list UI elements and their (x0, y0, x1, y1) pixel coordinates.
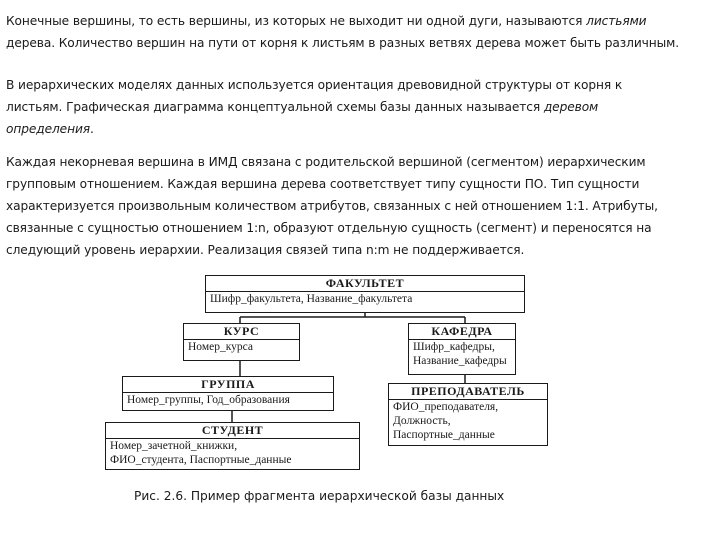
text-run: . (90, 122, 94, 136)
italic-term: деревом (543, 100, 599, 114)
text-run: листьям. Графическая диаграмма концептуальной схемы базы данных называется (6, 100, 544, 114)
entity-group-attr: Номер_группы, Год_образования (127, 394, 290, 406)
text-line (6, 239, 718, 261)
entity-course (183, 323, 300, 361)
paragraph-definition-tree (6, 74, 718, 140)
entity-student-attr: ФИО_студента, Паспортные_данные (110, 454, 292, 466)
entity-course-name: КУРС (184, 324, 299, 340)
entity-student-attr: Номер_зачетной_книжки, (110, 440, 238, 452)
text-run: Конечные вершины, то есть вершины, из которых не выходит ни одной дуги, называются (6, 14, 587, 28)
text-run: В иерархических моделях данных используется ориентация древовидной структуры от корня к (6, 78, 623, 92)
entity-department-attr: Шифр_кафедры, (413, 341, 495, 353)
entity-teacher-name: ПРЕПОДАВАТЕЛЬ (389, 384, 547, 400)
entity-department (408, 323, 516, 375)
entity-group-name: ГРУППА (123, 377, 333, 393)
entity-course-attr: Номер_курса (188, 341, 253, 353)
entity-teacher-attr: Паспортные_данные (393, 429, 495, 441)
entity-student (105, 422, 360, 470)
figure-caption: Рис. 2.6. Пример фрагмента иерархической базы данных (134, 489, 505, 503)
text-run: характеризуется произвольным количеством атрибутов, связанных с ней отношением 1:1. Атрибуты, (6, 199, 658, 213)
text-line (6, 195, 718, 217)
text-line (6, 173, 718, 195)
entity-group (122, 376, 334, 411)
text-line (6, 217, 718, 239)
entity-teacher-attr: Должность, (393, 415, 451, 427)
entity-faculty-name: ФАКУЛЬТЕТ (206, 276, 524, 292)
entity-student-name: СТУДЕНТ (106, 423, 359, 439)
entity-teacher (388, 383, 548, 446)
text-line (6, 151, 718, 173)
entity-department-attr: Название_кафедры (413, 355, 507, 367)
entity-department-name: КАФЕДРА (409, 324, 515, 340)
entity-faculty-attr: Шифр_факультета, Название_факультета (210, 293, 413, 305)
text-line (6, 74, 718, 96)
text-line (6, 10, 718, 32)
text-line (6, 32, 718, 54)
entity-teacher-attr: ФИО_преподавателя, (393, 401, 499, 413)
entity-faculty (205, 275, 525, 313)
text-run: Каждая некорневая вершина в ИМД связана с родительской вершиной (сегментом) иерархическим (6, 155, 646, 169)
text-line (6, 96, 718, 118)
paragraph-leaves-definition (6, 10, 718, 54)
paragraph-hierarchical-relations (6, 151, 718, 261)
text-line (6, 118, 718, 140)
italic-term: определения (6, 122, 90, 136)
text-run: дерева. Количество вершин на пути от корня к листьям в разных ветвях дерева может быть различным. (6, 36, 680, 50)
text-run: связанные с сущностью отношением 1:n, образуют отдельную сущность (сегмент) и переносятся на (6, 221, 652, 235)
text-run: следующий уровень иерархии. Реализация связей типа n:m не поддерживается. (6, 243, 525, 257)
text-run: групповым отношением. Каждая вершина дерева соответствует типу сущности ПО. Тип сущности (6, 177, 640, 191)
italic-term: листьями (586, 14, 647, 28)
